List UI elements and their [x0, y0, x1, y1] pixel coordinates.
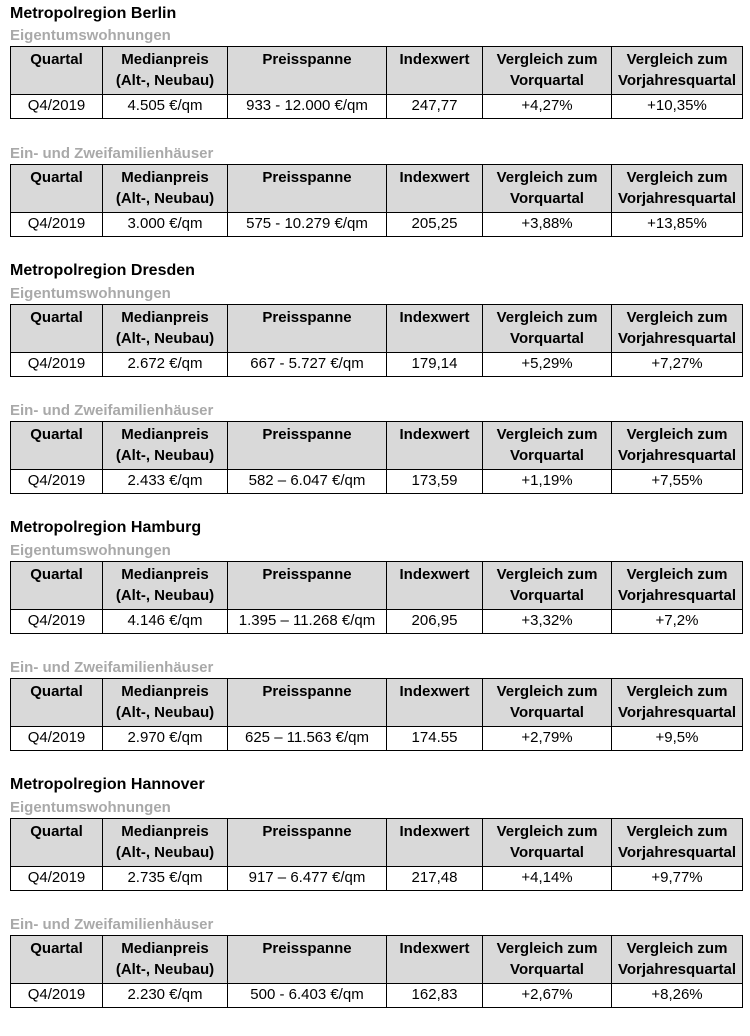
- header-quartal: Quartal: [11, 562, 103, 610]
- header-medianpreis: Medianpreis (Alt-, Neubau): [103, 47, 228, 95]
- subtitle-dresden-efh: Ein- und Zweifamilienhäuser: [10, 402, 214, 419]
- cell-quartal: Q4/2019: [11, 610, 103, 634]
- table-header-row: [11, 936, 743, 984]
- cell-quartal: Q4/2019: [11, 867, 103, 891]
- price-table-hannover-efh: [10, 935, 743, 1008]
- table-row: [11, 470, 743, 494]
- cell-preisspanne: 667 - 5.727 €/qm: [228, 353, 387, 377]
- cell-indexwert: 162,83: [387, 984, 483, 1008]
- header-vorjahresquartal: Vergleich zum Vorjahresquartal: [612, 679, 743, 727]
- table-row: [11, 353, 743, 377]
- table-header-row: [11, 819, 743, 867]
- price-table-dresden-efh: [10, 421, 743, 494]
- cell-preisspanne: 575 - 10.279 €/qm: [228, 213, 387, 237]
- cell-vorjahresquartal: +8,26%: [612, 984, 743, 1008]
- table-header-row: [11, 47, 743, 95]
- cell-medianpreis: 3.000 €/qm: [103, 213, 228, 237]
- table-row: [11, 867, 743, 891]
- header-medianpreis: Medianpreis (Alt-, Neubau): [103, 562, 228, 610]
- cell-vorjahresquartal: +10,35%: [612, 95, 743, 119]
- header-indexwert: Indexwert: [387, 679, 483, 727]
- region-title-hannover: Metropolregion Hannover: [10, 776, 205, 793]
- table-header-row: [11, 562, 743, 610]
- header-medianpreis: Medianpreis (Alt-, Neubau): [103, 679, 228, 727]
- cell-indexwert: 179,14: [387, 353, 483, 377]
- header-preisspanne: Preisspanne: [228, 305, 387, 353]
- table-header-row: [11, 305, 743, 353]
- cell-vorquartal: +4,14%: [483, 867, 612, 891]
- table-header-row: [11, 679, 743, 727]
- header-vorjahresquartal: Vergleich zum Vorjahresquartal: [612, 47, 743, 95]
- cell-preisspanne: 582 – 6.047 €/qm: [228, 470, 387, 494]
- subtitle-berlin-etw: Eigentumswohnungen: [10, 27, 171, 44]
- cell-vorjahresquartal: +7,27%: [612, 353, 743, 377]
- header-quartal: Quartal: [11, 165, 103, 213]
- cell-preisspanne: 1.395 – 11.268 €/qm: [228, 610, 387, 634]
- header-vorquartal: Vergleich zum Vorquartal: [483, 165, 612, 213]
- cell-vorquartal: +5,29%: [483, 353, 612, 377]
- header-vorquartal: Vergleich zum Vorquartal: [483, 305, 612, 353]
- table-row: [11, 95, 743, 119]
- cell-vorjahresquartal: +9,5%: [612, 727, 743, 751]
- table-row: [11, 213, 743, 237]
- cell-quartal: Q4/2019: [11, 470, 103, 494]
- header-preisspanne: Preisspanne: [228, 936, 387, 984]
- cell-vorquartal: +2,79%: [483, 727, 612, 751]
- subtitle-hannover-efh: Ein- und Zweifamilienhäuser: [10, 916, 214, 933]
- header-indexwert: Indexwert: [387, 305, 483, 353]
- cell-medianpreis: 2.970 €/qm: [103, 727, 228, 751]
- region-title-berlin: Metropolregion Berlin: [10, 5, 177, 22]
- cell-medianpreis: 2.230 €/qm: [103, 984, 228, 1008]
- cell-medianpreis: 4.505 €/qm: [103, 95, 228, 119]
- cell-vorquartal: +2,67%: [483, 984, 612, 1008]
- header-medianpreis: Medianpreis (Alt-, Neubau): [103, 819, 228, 867]
- price-table-hamburg-efh: [10, 678, 743, 751]
- header-medianpreis: Medianpreis (Alt-, Neubau): [103, 165, 228, 213]
- price-table-dresden-etw: [10, 304, 743, 377]
- header-preisspanne: Preisspanne: [228, 562, 387, 610]
- header-vorjahresquartal: Vergleich zum Vorjahresquartal: [612, 305, 743, 353]
- header-indexwert: Indexwert: [387, 422, 483, 470]
- cell-quartal: Q4/2019: [11, 95, 103, 119]
- cell-quartal: Q4/2019: [11, 727, 103, 751]
- header-indexwert: Indexwert: [387, 562, 483, 610]
- header-vorquartal: Vergleich zum Vorquartal: [483, 819, 612, 867]
- header-indexwert: Indexwert: [387, 165, 483, 213]
- region-title-hamburg: Metropolregion Hamburg: [10, 519, 202, 536]
- cell-quartal: Q4/2019: [11, 353, 103, 377]
- cell-quartal: Q4/2019: [11, 213, 103, 237]
- cell-vorjahresquartal: +9,77%: [612, 867, 743, 891]
- header-quartal: Quartal: [11, 936, 103, 984]
- cell-indexwert: 247,77: [387, 95, 483, 119]
- cell-medianpreis: 4.146 €/qm: [103, 610, 228, 634]
- header-indexwert: Indexwert: [387, 47, 483, 95]
- header-medianpreis: Medianpreis (Alt-, Neubau): [103, 305, 228, 353]
- cell-vorquartal: +3,32%: [483, 610, 612, 634]
- header-quartal: Quartal: [11, 422, 103, 470]
- header-preisspanne: Preisspanne: [228, 47, 387, 95]
- cell-indexwert: 217,48: [387, 867, 483, 891]
- header-vorjahresquartal: Vergleich zum Vorjahresquartal: [612, 422, 743, 470]
- header-vorquartal: Vergleich zum Vorquartal: [483, 562, 612, 610]
- cell-vorjahresquartal: +7,2%: [612, 610, 743, 634]
- cell-indexwert: 206,95: [387, 610, 483, 634]
- header-preisspanne: Preisspanne: [228, 679, 387, 727]
- price-table-hamburg-etw: [10, 561, 743, 634]
- cell-vorjahresquartal: +7,55%: [612, 470, 743, 494]
- header-vorquartal: Vergleich zum Vorquartal: [483, 679, 612, 727]
- subtitle-hamburg-etw: Eigentumswohnungen: [10, 542, 171, 559]
- table-row: [11, 727, 743, 751]
- header-medianpreis: Medianpreis (Alt-, Neubau): [103, 422, 228, 470]
- region-title-dresden: Metropolregion Dresden: [10, 262, 195, 279]
- cell-preisspanne: 933 - 12.000 €/qm: [228, 95, 387, 119]
- cell-preisspanne: 917 – 6.477 €/qm: [228, 867, 387, 891]
- cell-vorquartal: +4,27%: [483, 95, 612, 119]
- cell-indexwert: 173,59: [387, 470, 483, 494]
- cell-vorjahresquartal: +13,85%: [612, 213, 743, 237]
- header-vorquartal: Vergleich zum Vorquartal: [483, 936, 612, 984]
- subtitle-hamburg-efh: Ein- und Zweifamilienhäuser: [10, 659, 214, 676]
- header-vorquartal: Vergleich zum Vorquartal: [483, 422, 612, 470]
- header-vorjahresquartal: Vergleich zum Vorjahresquartal: [612, 819, 743, 867]
- cell-medianpreis: 2.735 €/qm: [103, 867, 228, 891]
- subtitle-hannover-etw: Eigentumswohnungen: [10, 799, 171, 816]
- cell-medianpreis: 2.672 €/qm: [103, 353, 228, 377]
- header-preisspanne: Preisspanne: [228, 819, 387, 867]
- cell-preisspanne: 625 – 11.563 €/qm: [228, 727, 387, 751]
- table-header-row: [11, 165, 743, 213]
- header-preisspanne: Preisspanne: [228, 165, 387, 213]
- price-table-berlin-etw: [10, 46, 743, 119]
- subtitle-berlin-efh: Ein- und Zweifamilienhäuser: [10, 145, 214, 162]
- header-indexwert: Indexwert: [387, 936, 483, 984]
- table-header-row: [11, 422, 743, 470]
- table-row: [11, 984, 743, 1008]
- cell-vorquartal: +1,19%: [483, 470, 612, 494]
- header-quartal: Quartal: [11, 819, 103, 867]
- table-row: [11, 610, 743, 634]
- header-preisspanne: Preisspanne: [228, 422, 387, 470]
- price-table-hannover-etw: [10, 818, 743, 891]
- header-vorjahresquartal: Vergleich zum Vorjahresquartal: [612, 165, 743, 213]
- cell-preisspanne: 500 - 6.403 €/qm: [228, 984, 387, 1008]
- cell-medianpreis: 2.433 €/qm: [103, 470, 228, 494]
- header-vorjahresquartal: Vergleich zum Vorjahresquartal: [612, 936, 743, 984]
- header-vorquartal: Vergleich zum Vorquartal: [483, 47, 612, 95]
- header-indexwert: Indexwert: [387, 819, 483, 867]
- header-quartal: Quartal: [11, 47, 103, 95]
- cell-quartal: Q4/2019: [11, 984, 103, 1008]
- header-medianpreis: Medianpreis (Alt-, Neubau): [103, 936, 228, 984]
- cell-indexwert: 174.55: [387, 727, 483, 751]
- subtitle-dresden-etw: Eigentumswohnungen: [10, 285, 171, 302]
- cell-indexwert: 205,25: [387, 213, 483, 237]
- header-quartal: Quartal: [11, 679, 103, 727]
- header-vorjahresquartal: Vergleich zum Vorjahresquartal: [612, 562, 743, 610]
- header-quartal: Quartal: [11, 305, 103, 353]
- cell-vorquartal: +3,88%: [483, 213, 612, 237]
- price-table-berlin-efh: [10, 164, 743, 237]
